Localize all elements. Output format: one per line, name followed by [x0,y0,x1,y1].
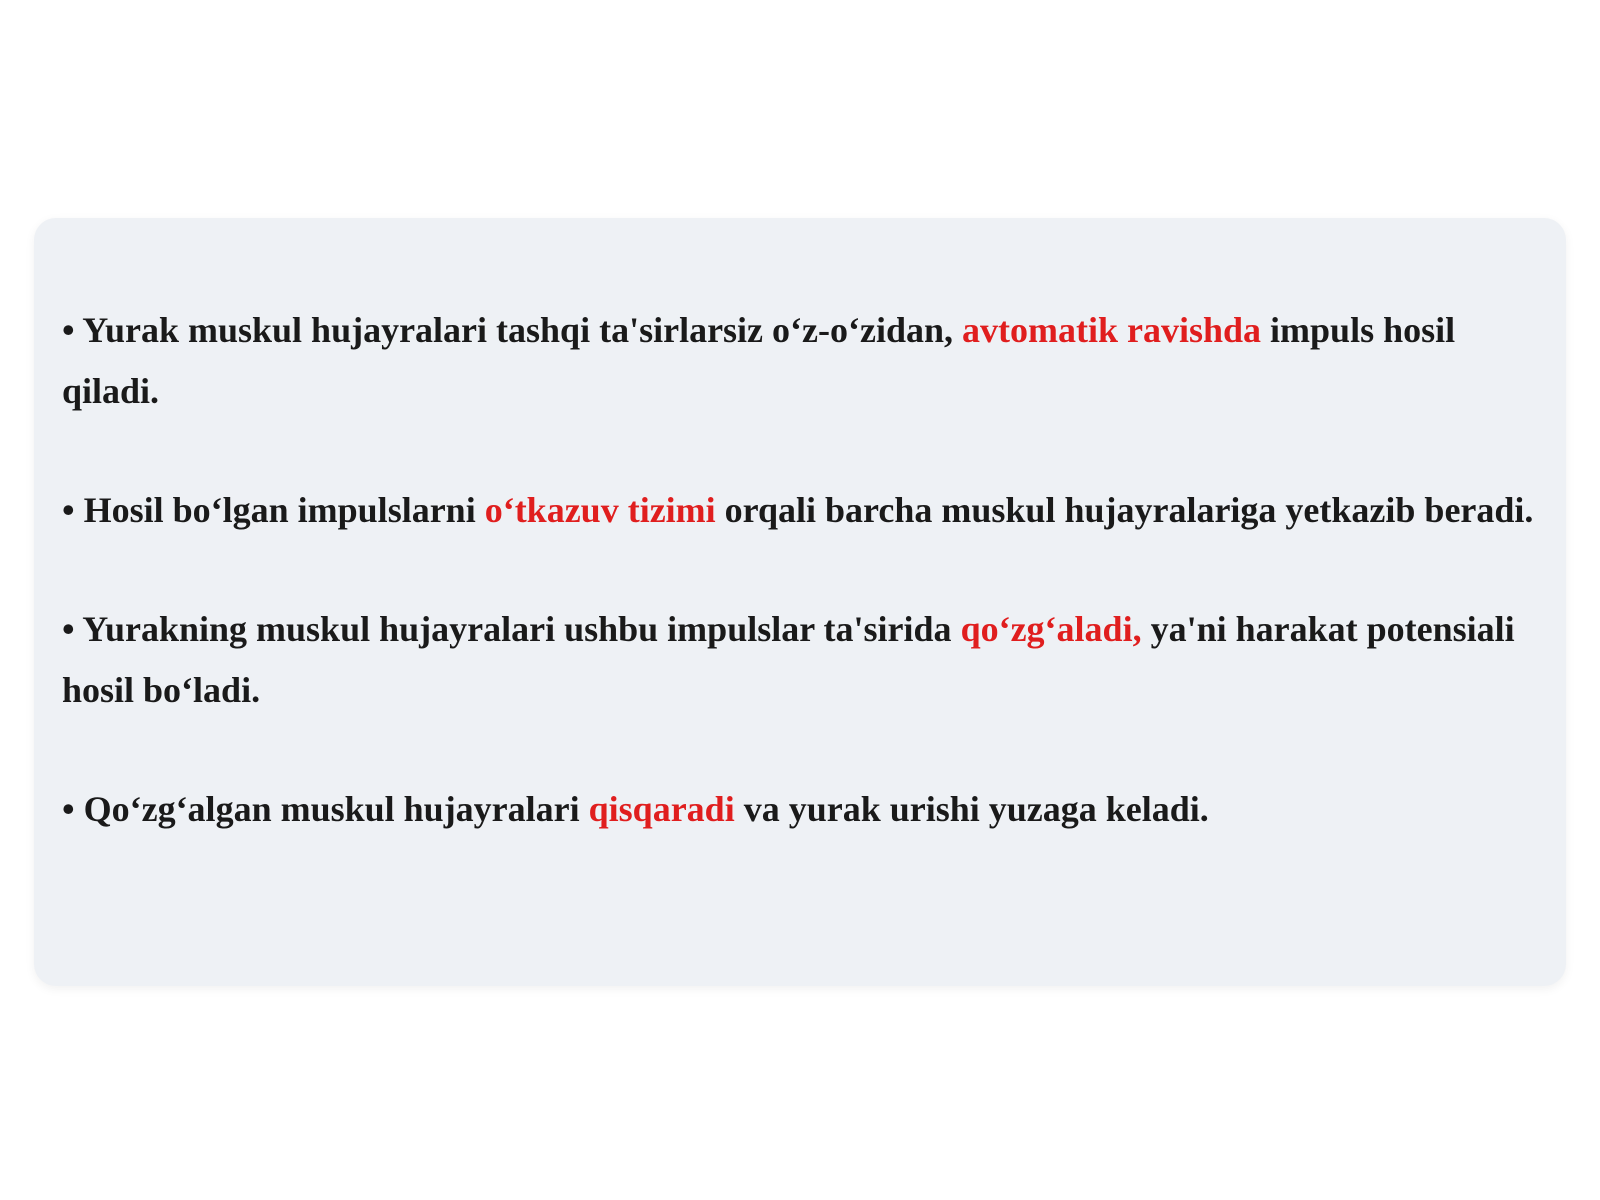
highlight-text: avtomatik ravishda [962,310,1262,350]
bullet-item-2 [62,480,1542,541]
highlight-text: o‘tkazuv tizimi [484,490,716,530]
bullet-item-1 [62,300,1542,422]
bullet-item-4 [62,779,1542,840]
bullet-text: • Yurakning muskul hujayralari ushbu impulslar ta'sirida [62,609,961,649]
bullet-list [62,300,1542,840]
bullet-text: • Hosil bo‘lgan impulslarni [62,490,485,530]
bullet-text: va yurak urishi yuzaga keladi. [734,789,1209,829]
bullet-text: impuls hosil qiladi. [62,310,1456,411]
bullet-text: ya'ni harakat potensiali hosil bo‘ladi. [62,609,1515,710]
highlight-text: qo‘zg‘aladi, [960,609,1142,649]
bullet-text: orqali barcha muskul hujayralariga yetkazib beradi. [715,490,1534,530]
content-card [34,218,1566,986]
bullet-text: • Yurak muskul hujayralari tashqi ta'sirlarsiz o‘z-o‘zidan, [62,310,962,350]
bullet-item-3 [62,599,1542,721]
bullet-text: • Qo‘zg‘algan muskul hujayralari [62,789,589,829]
highlight-text: qisqaradi [588,789,735,829]
